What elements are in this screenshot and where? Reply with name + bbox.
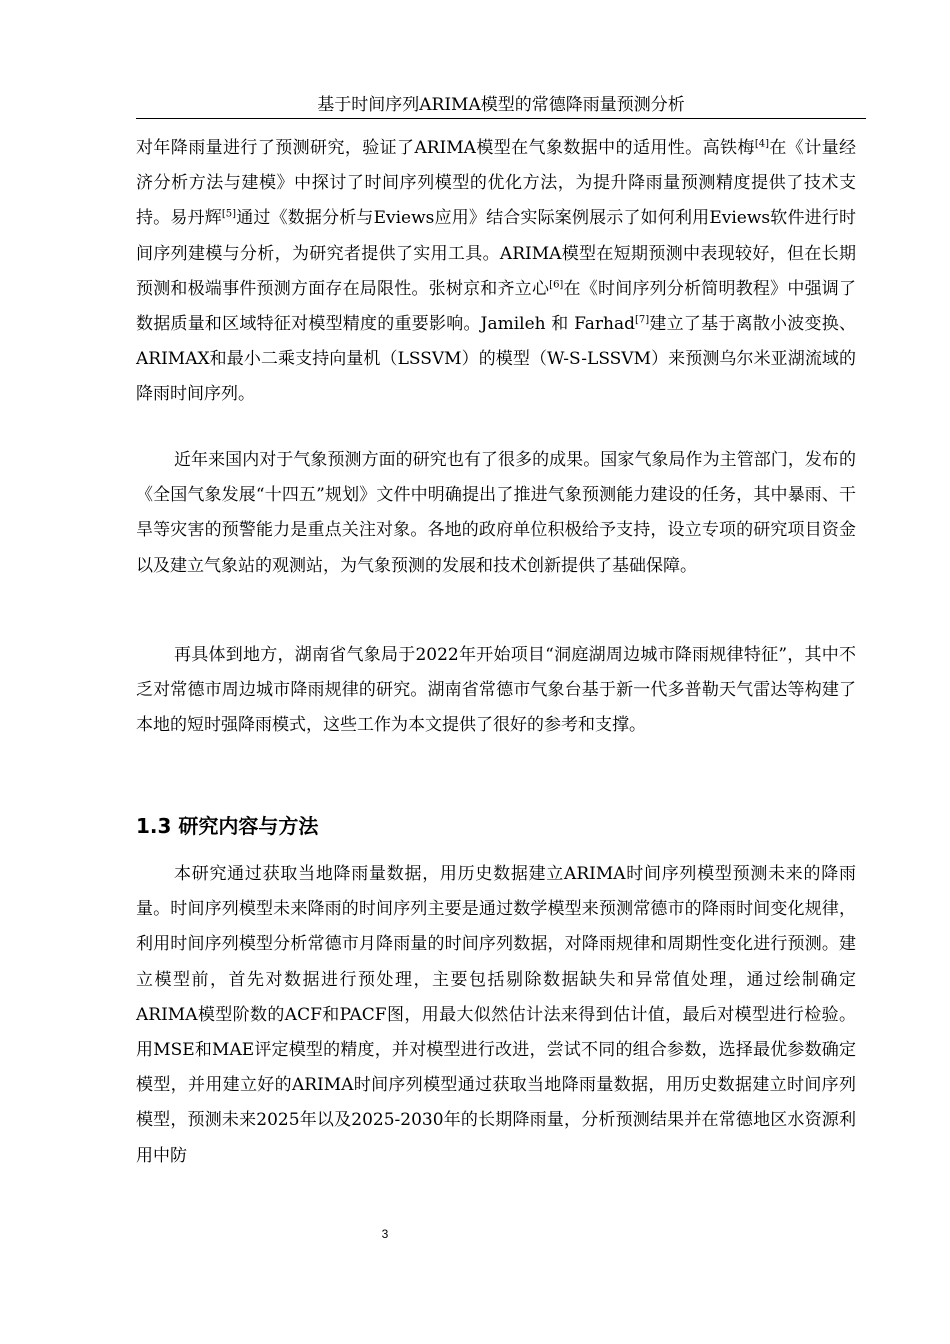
paragraph-text: 在《时间序列分析简明教程》中强调了数据质量和区域特征对模型精度的重要影响。Jamileh 和 Farhad — [136, 278, 857, 335]
paragraph-text: 建立了基于离散小波变换、ARIMAX和最小二乘支持向量机（LSSVM）的模型（W-S-LSSVM）来预测乌尔米亚湖流域的降雨时间序列。 — [136, 314, 856, 405]
paragraph-text: 在《计量经济分析方法与建模》中探讨了时间序列模型的优化方法，为提升降雨量预测精度提供了技术支持。易丹辉 — [136, 138, 857, 229]
citation-ref[interactable]: [6] — [549, 279, 564, 291]
header-rule — [136, 118, 866, 119]
paragraph-local-research: 再具体到地方，湖南省气象局于2022年开始项目“洞庭湖周边城市降雨规律特征”，其中不乏对常德市周边城市降雨规律的研究。湖南省常德市气象台基于新一代多普勒天气雷达等构建了本地的短时强降雨模式，这些工作为本文提供了很好的参考和支撑。 — [136, 645, 856, 736]
paragraph-text: 对年降雨量进行了预测研究，验证了ARIMA模型在气象数据中的适用性。高铁梅 — [136, 138, 755, 158]
section-heading: 1.3 研究内容与方法 — [136, 814, 319, 838]
citation-ref[interactable]: [7] — [635, 314, 650, 326]
paragraph-literature-review — [136, 131, 856, 413]
page-number: 3 — [381, 1227, 389, 1241]
paragraph-domestic-research: 近年来国内对于气象预测方面的研究也有了很多的成果。国家气象局作为主管部门，发布的《全国气象发展“十四五”规划》文件中明确提出了推进气象预测能力建设的任务，其中暴雨、干旱等灾害的预警能力是重点关注对象。各地的政府单位积极给予支持，设立专项的研究项目资金以及建立气象站的观测站，为气象预测的发展和技术创新提供了基础保障。 — [136, 450, 856, 576]
running-header: 基于时间序列ARIMA模型的常德降雨量预测分析 — [317, 95, 685, 115]
paragraph-text: 通过《数据分析与Eviews应用》结合实际案例展示了如何利用Eviews软件进行时间序列建模与分析，为研究者提供了实用工具。ARIMA模型在短期预测中表现较好，但在长期预测和极端事件预测方面存在局限性。张树京和齐立心 — [136, 208, 857, 299]
citation-ref[interactable]: [4] — [754, 138, 769, 150]
paragraph-research-content: 本研究通过获取当地降雨量数据，用历史数据建立ARIMA时间序列模型预测未来的降雨量。时间序列模型未来降雨的时间序列主要是通过数学模型来预测常德市的降雨时间变化规律，利用时间序列模型分析常德市月降雨量的时间序列数据，对降雨规律和周期性变化进行预测。建立模型前，首先对数据进行预处理，主要包括剔除数据缺失和异常值处理，通过绘制确定ARIMA模型阶数的ACF和PACF图，用最大似然估计法来得到估计值，最后对模型进行检验。用MSE和MAE评定模型的精度，并对模型进行改进，尝试不同的组合参数，选择最优参数确定模型，并用建立好的ARIMA时间序列模型通过获取当地降雨量数据，用历史数据建立时间序列模型，预测未来2025年以及2025-2030年的长期降雨量，分析预测结果并在常德地区水资源利用中防 — [136, 864, 856, 1166]
citation-ref[interactable]: [5] — [221, 208, 237, 220]
